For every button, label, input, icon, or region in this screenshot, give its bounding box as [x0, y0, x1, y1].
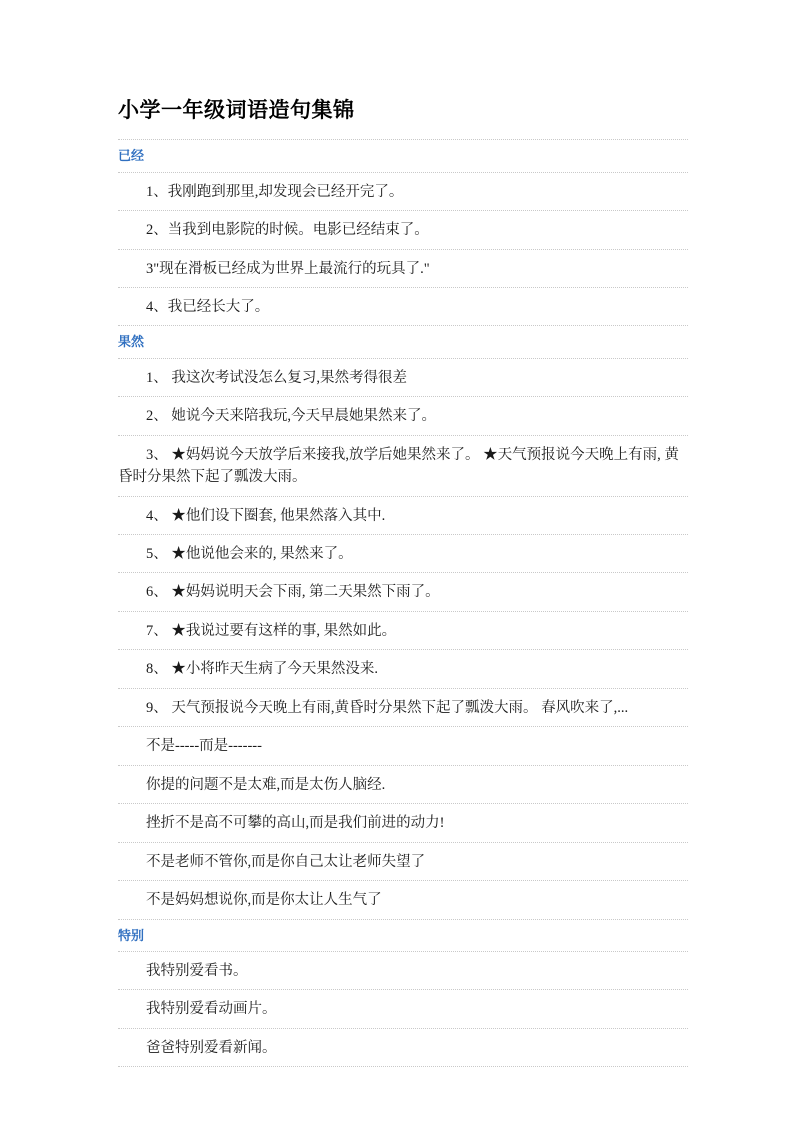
sentence-line: 6、 ★妈妈说明天会下雨, 第二天果然下雨了。 — [146, 584, 440, 601]
sentence-line: 我特别爱看动画片。 — [146, 1001, 277, 1018]
sentence-line: 1、我刚跑到那里,却发现会已经开完了。 — [146, 183, 404, 200]
section-heading-guoran: 果然 — [118, 334, 145, 350]
sentence-line: 7、 ★我说过要有这样的事, 果然如此。 — [146, 622, 397, 639]
sentence-line: 3、 ★妈妈说今天放学后来接我,放学后她果然来了。 ★天气预报说今天晚上有雨, 黄昏时分果然下起了瓢泼大雨。 — [118, 446, 679, 486]
sentence-line: 挫折不是高不可攀的高山,而是我们前进的动力! — [146, 815, 445, 832]
sentence-line: 4、 ★他们设下圈套, 他果然落入其中. — [146, 507, 386, 524]
sentence-line: 不是妈妈想说你,而是你太让人生气了 — [146, 892, 382, 909]
sentence-line: 1、 我这次考试没怎么复习,果然考得很差 — [146, 369, 407, 386]
sentence-line: 5、 ★他说他会来的, 果然来了。 — [146, 545, 353, 562]
section-heading-yijing: 已经 — [118, 148, 145, 164]
sentence-line: 我特别爱看书。 — [146, 962, 248, 979]
sentence-line: 不是-----而是------- — [146, 738, 262, 755]
page-title: 小学一年级词语造句集锦 — [118, 99, 355, 122]
section-heading-tebie: 特别 — [118, 927, 145, 943]
sentence-line: 8、 ★小将昨天生病了今天果然没来. — [146, 661, 378, 678]
sentence-line: 4、我已经长大了。 — [146, 298, 270, 315]
sentence-line: 爸爸特别爱看新闻。 — [146, 1039, 277, 1056]
sentence-line: 你提的问题不是太难,而是太伤人脑经. — [146, 776, 386, 793]
sentence-line: 不是老师不管你,而是你自己太让老师失望了 — [146, 853, 426, 870]
sentence-line: 2、当我到电影院的时候。电影已经结束了。 — [146, 222, 429, 239]
document-body — [118, 96, 688, 1067]
divider — [118, 1066, 688, 1067]
sentence-line: 9、 天气预报说今天晚上有雨,黄昏时分果然下起了瓢泼大雨。 春风吹来了,... — [146, 699, 629, 716]
sentence-line: 2、 她说今天来陪我玩,今天早晨她果然来了。 — [146, 408, 436, 425]
sentence-line: 3"现在滑板已经成为世界上最流行的玩具了." — [146, 260, 430, 277]
